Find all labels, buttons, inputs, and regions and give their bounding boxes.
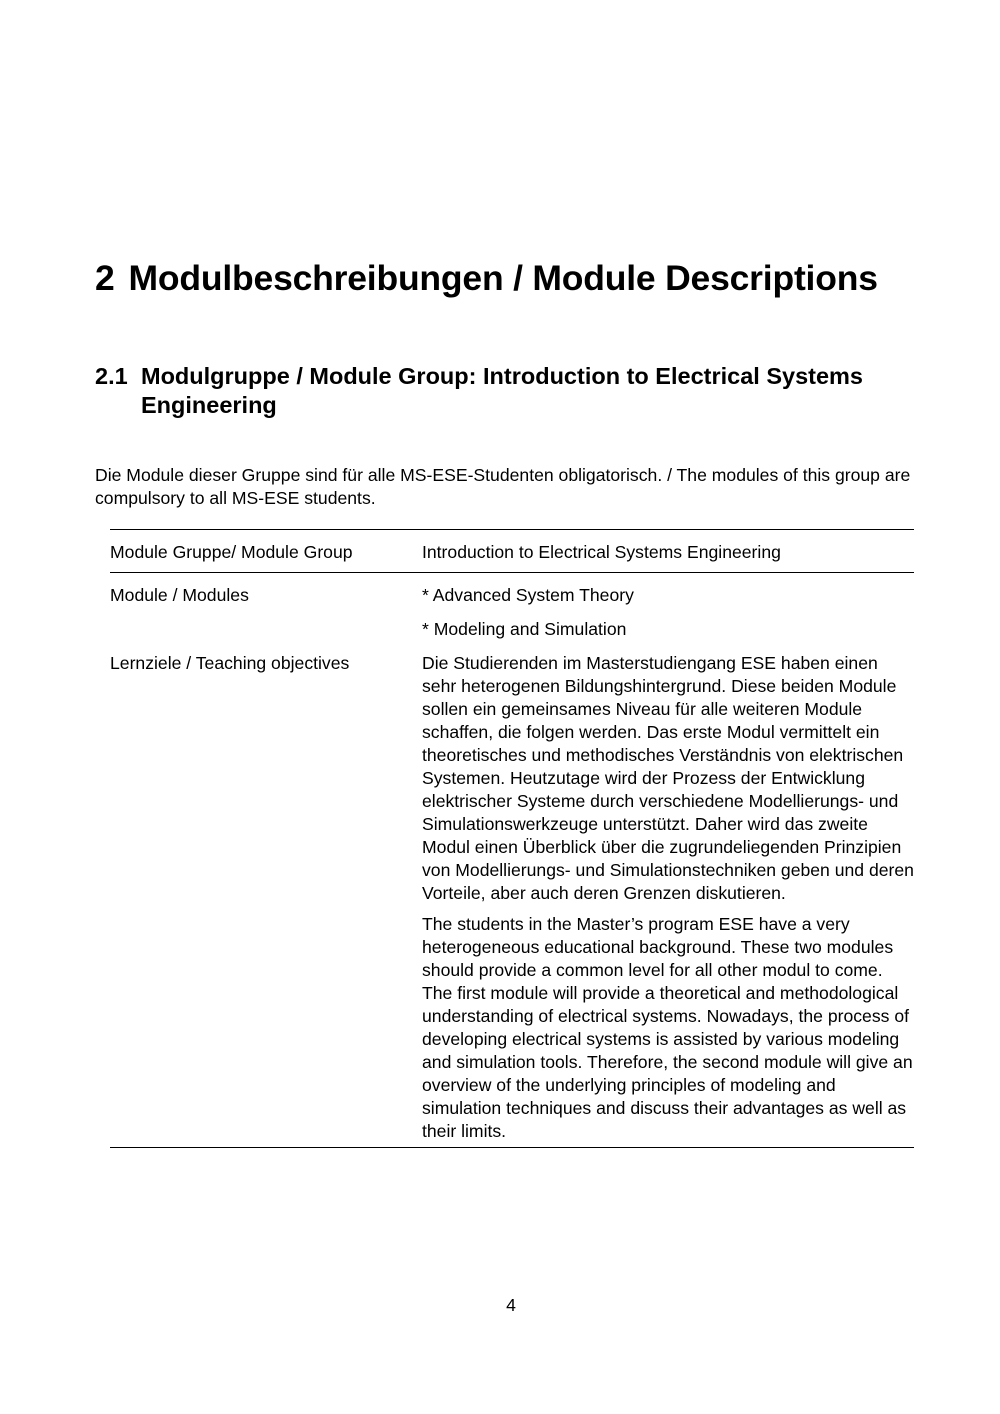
table-row-objectives xyxy=(110,652,914,1147)
chapter-title xyxy=(95,258,878,299)
modules-list xyxy=(422,584,914,652)
page-number: 4 xyxy=(506,1295,516,1315)
objectives-label: Lernziele / Teaching objectives xyxy=(110,653,350,673)
module-item: * Advanced System Theory xyxy=(422,585,634,605)
module-group-label: Module Gruppe/ Module Group xyxy=(110,542,353,562)
module-item: * Modeling and Simulation xyxy=(422,619,627,639)
section-title xyxy=(95,362,915,420)
chapter-number: 2 xyxy=(95,258,115,298)
section-number: 2.1 xyxy=(95,363,128,389)
intro-paragraph: Die Module dieser Gruppe sind für alle MS-ESE-Studenten obligatorisch. / The modules of this group are compulsory to all MS-ESE students. xyxy=(95,465,911,508)
modules-label: Module / Modules xyxy=(110,585,249,605)
objectives-german: Die Studierenden im Masterstudiengang ESE haben einen sehr heterogenen Bildungshintergrund. Diese beiden Module sollen ein gemeinsames Niveau für alle weiteren Module schaffen, die folgen werden. Das erste Modul vermittelt ein theoretisches und methodisches Verständnis von elektrischen Systemen. Heutzutage wird der Prozess der Entwicklung elektrischer Systeme durch verschiedene Modellierungs- und Simulationswerkzeuge unterstützt. Daher wird das zweite Modul einen Überblick über die zugrundeliegenden Prinzipien von Modellierungs- und Simulationstechniken geben und deren Vorteile, aber auch deren Grenzen diskutieren. xyxy=(422,653,914,903)
chapter-title-text: Modulbeschreibungen / Module Descriptions xyxy=(128,258,878,298)
section-title-text: Modulgruppe / Module Group: Introduction to Electrical Systems Engineering xyxy=(141,363,864,418)
table-row-module-group xyxy=(110,530,914,573)
module-group-value: Introduction to Electrical Systems Engineering xyxy=(422,542,781,562)
objectives-english: The students in the Master’s program ESE have a very heterogeneous educational background. These two modules should provide a common level for all other modul to come. The first module will provide a theoretical and methodological understanding of electrical systems. Nowadays, the process of developing electrical systems is assisted by various modeling and simulation tools. Therefore, the second module will give an overview of the underlying principles of modeling and simulation techniques and discuss their advantages as well as their limits. xyxy=(422,914,913,1141)
module-group-table xyxy=(110,529,914,1148)
table-row-modules xyxy=(110,573,914,652)
objectives-text xyxy=(422,652,914,1143)
